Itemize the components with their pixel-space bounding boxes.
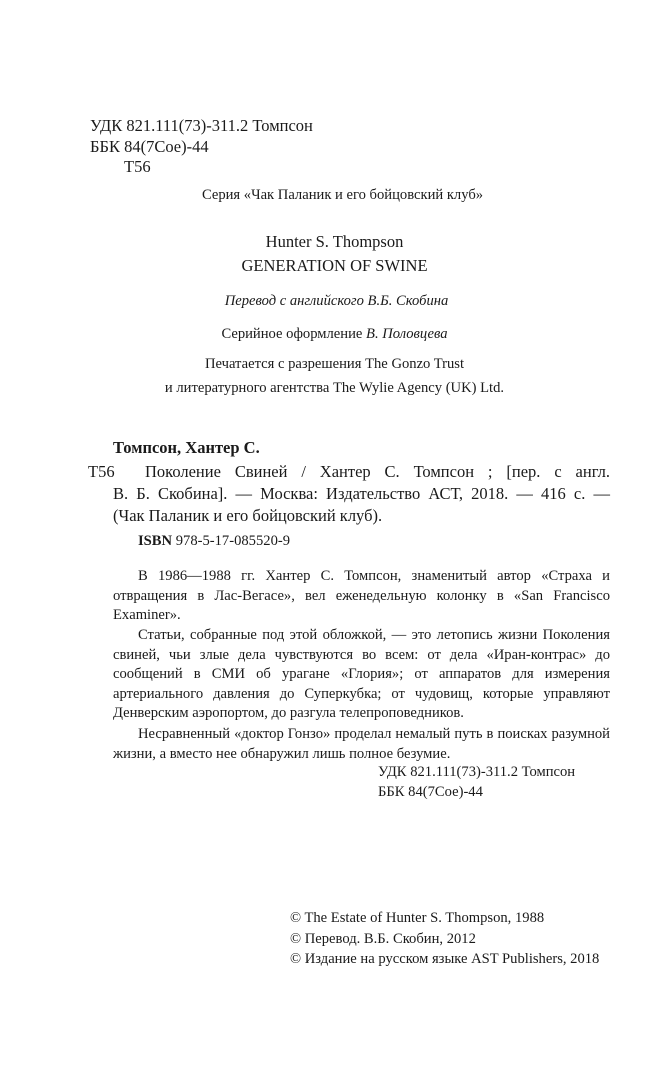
design-credit [0,326,669,343]
udk-code: УДК 821.111(73)-311.2 Томпсон [90,116,313,135]
copyright-line: © The Estate of Hunter S. Thompson, 1988 [290,910,545,926]
footer-udk: УДК 821.111(73)-311.2 Томпсон [378,764,576,780]
permission-line-1: Печатается с разрешения The Gonzo Trust [204,356,465,372]
catalog-line-3: (Чак Паланик и его бойцовский клуб). [113,506,383,525]
catalog-heading: Томпсон, Хантер С. [113,438,260,457]
design-name: В. Половцева [366,326,448,342]
series-line: Серия «Чак Паланик и его бойцовский клуб» [201,187,484,203]
copyright-line: © Издание на русском языке AST Publishers, 2018 [290,951,600,967]
isbn-number: 978-5-17-085520-9 [172,533,291,549]
isbn [138,533,290,550]
isbn-label: ISBN [138,533,173,549]
catalog-line-2: В. Б. Скобина]. — Москва: Издательство АСТ, 2018. — 416 с. — [113,484,610,503]
design-label: Серийное оформление [221,326,367,342]
translation-credit: Перевод с английского В.Б. Скобина [224,293,449,309]
catalog-mark: Т56 [88,462,115,481]
permission-line-2: и литературного агентства The Wylie Agency (UK) Ltd. [164,380,505,396]
copyright-line: © Перевод. В.Б. Скобин, 2012 [290,931,476,947]
bbk-code: ББК 84(7Сое)-44 [90,137,209,156]
abstract-paragraph: Несравненный «доктор Гонзо» проделал немалый путь в поисках разумной жизни, а вместо нее обнаружил лишь полное безумие. [113,726,610,762]
author-mark: Т56 [124,157,151,176]
footer-bbk: ББК 84(7Сое)-44 [378,784,483,800]
abstract-paragraph: В 1986—1988 гг. Хантер С. Томпсон, знаменитый автор «Страха и отвращения в Лас-Вегасе», вел еженедельную колонку в «San Francisco Examiner». [113,568,610,624]
original-title: GENERATION OF SWINE [241,256,428,275]
catalog-line-1: Поколение Свиней / Хантер С. Томпсон ; [пер. с англ. [145,462,610,481]
abstract-paragraph: Статьи, собранные под этой обложкой, — это летопись жизни Поколения свиней, чьи злые дела чувствуются во всем: от дела «Иран-контрас» до сообщений в СМИ об урагане «Глория»; от аппаратов для измерения артериального давления до Суперкубка; от чудовищ, которые управляют Денверским аэропортом, до разгула телепроповедников. [113,627,610,722]
original-author: Hunter S. Thompson [265,232,404,251]
